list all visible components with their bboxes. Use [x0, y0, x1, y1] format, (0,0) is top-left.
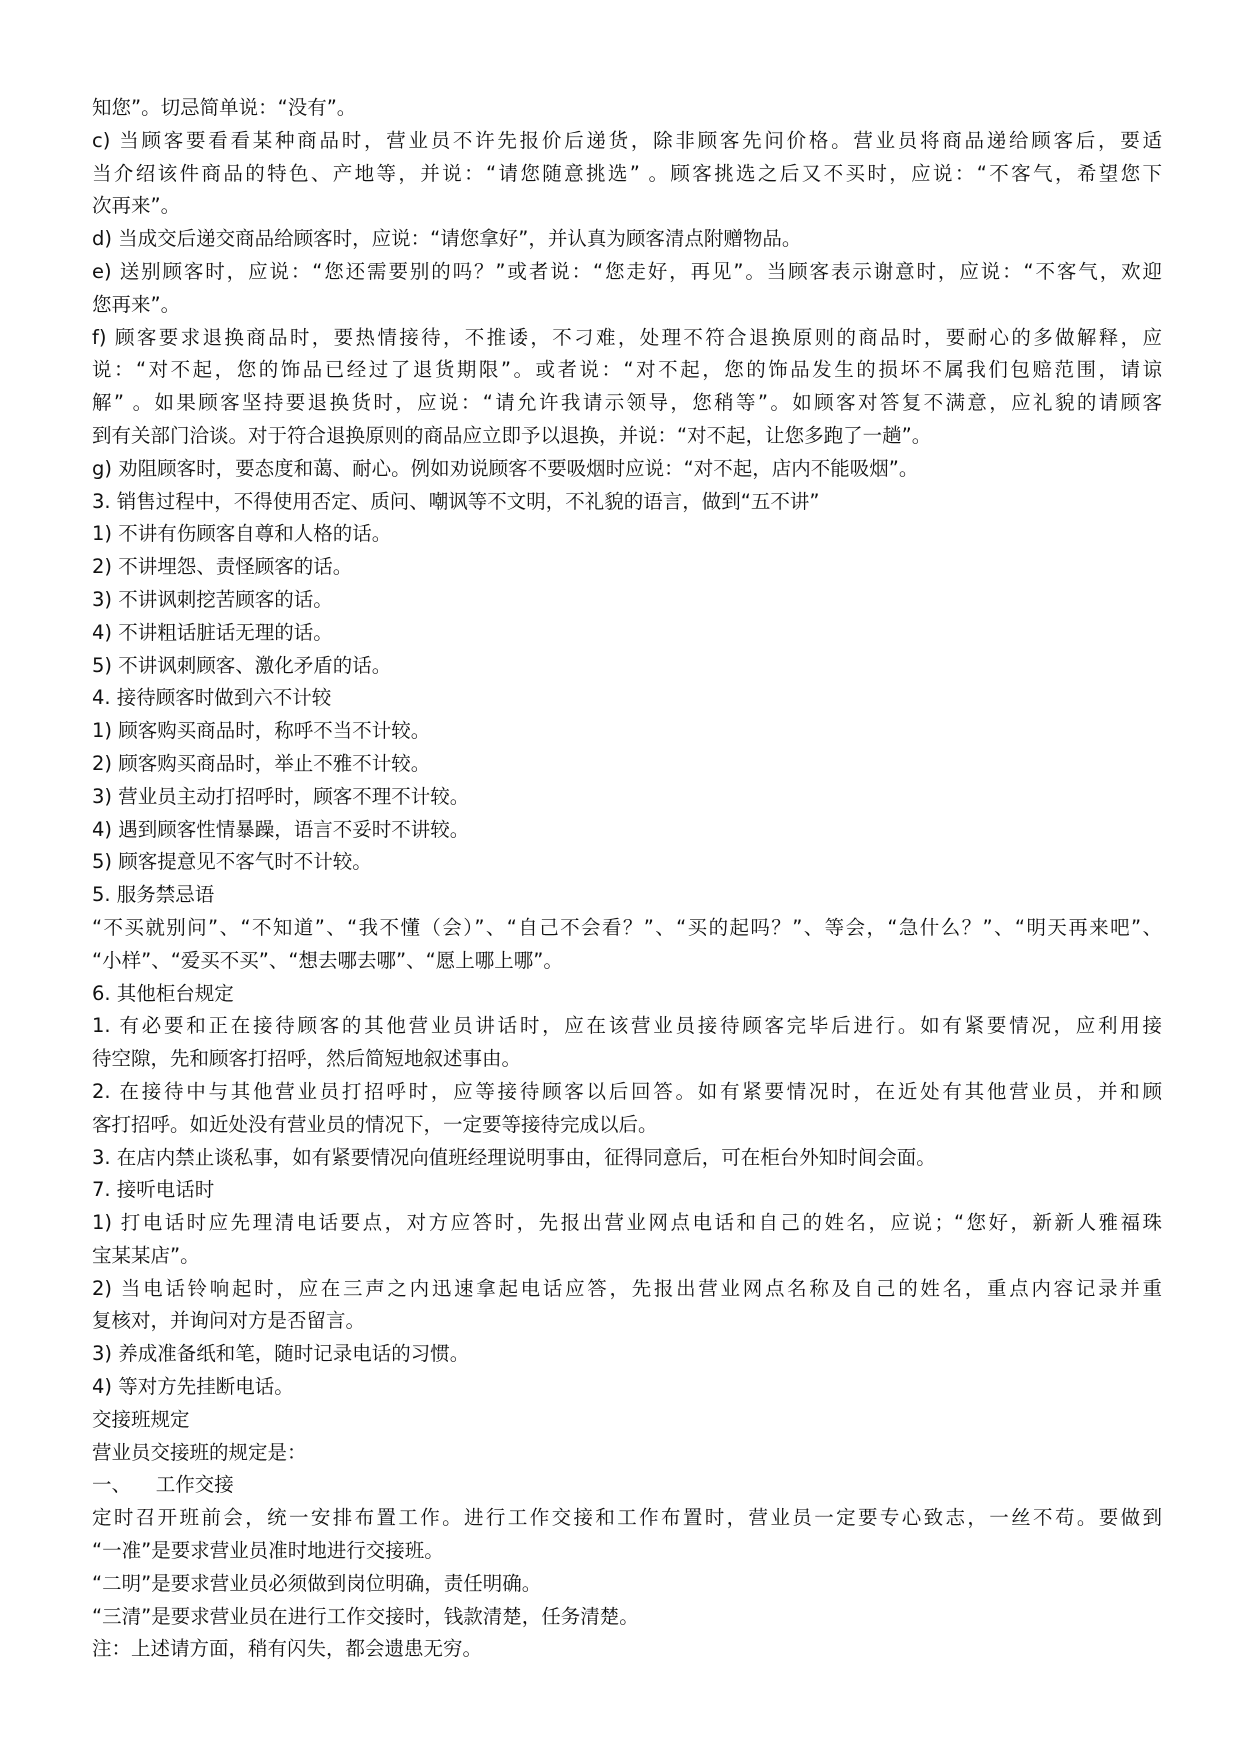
text-line: 7. 接听电话时 [92, 1178, 215, 1202]
document-page [92, 92, 1162, 1666]
text-line: 4. 接待顾客时做到六不计较 [92, 686, 332, 710]
text-line: 复核对，并询问对方是否留言。 [92, 1309, 366, 1333]
text-line: 3. 在店内禁止谈私事，如有紧要情况向值班经理说明事由，征得同意后，可在柜台外知时间会面。 [92, 1145, 936, 1169]
text-line: 一、 工作交接 [92, 1473, 234, 1497]
text-line: g) 劝阻顾客时，要态度和蔼、耐心。例如劝说顾客不要吸烟时应说：“对不起，店内不能吸烟”。 [92, 456, 919, 480]
text-line: “三清”是要求营业员在进行工作交接时，钱款清楚，任务清楚。 [92, 1604, 639, 1628]
text-line: “一准”是要求营业员准时地进行交接班。 [92, 1539, 444, 1563]
text-line: 当介绍该件商品的特色、产地等，并说：“请您随意挑选” 。顾客挑选之后又不买时，应说：“不客气，希望您下 [92, 161, 1162, 185]
text-line: 5) 不讲讽刺顾客、激化矛盾的话。 [92, 653, 392, 677]
text-line: d) 当成交后递交商品给顾客时，应说：“请您拿好”，并认真为顾客清点附赠物品。 [92, 227, 802, 251]
text-line: 到有关部门洽谈。对于符合退换原则的商品应立即予以退换，并说：“对不起，让您多跑了一趟”。 [92, 423, 932, 447]
text-line: 3. 销售过程中，不得使用否定、质问、嘲讽等不文明，不礼貌的语言，做到“五不讲” [92, 489, 820, 513]
text-line: 3) 营业员主动打招呼时，顾客不理不计较。 [92, 784, 470, 808]
text-line: 4) 遇到顾客性情暴躁，语言不妥时不讲较。 [92, 817, 470, 841]
text-line: 交接班规定 [92, 1407, 190, 1431]
text-line: 2) 当电话铃响起时，应在三声之内迅速拿起电话应答，先报出营业网点名称及自己的姓名，重点内容记录并重 [92, 1276, 1162, 1300]
text-line: 2. 在接待中与其他营业员打招呼时，应等接待顾客以后回答。如有紧要情况时，在近处有其他营业员，并和顾 [92, 1079, 1162, 1103]
text-line: 注：上述请方面，稍有闪失，都会遗患无穷。 [92, 1637, 483, 1661]
text-line: “不买就别问”、“不知道”、“我不懂（会）”、“自己不会看？”、“买的起吗？”、等会，“急什么？”、“明天再来吧”、 [92, 915, 1162, 939]
text-line: e) 送别顾客时，应说：“您还需要别的吗？”或者说：“您走好，再见”。当顾客表示谢意时，应说：“不客气，欢迎 [92, 259, 1162, 283]
text-line: 2) 不讲埋怨、责怪顾客的话。 [92, 555, 353, 579]
text-line: 次再来”。 [92, 194, 181, 218]
text-line: 1) 顾客购买商品时，称呼不当不计较。 [92, 719, 431, 743]
text-line: 5) 顾客提意见不客气时不计较。 [92, 850, 372, 874]
text-line: 客打招呼。如近处没有营业员的情况下，一定要等接待完成以后。 [92, 1112, 658, 1136]
text-line: 3) 养成准备纸和笔，随时记录电话的习惯。 [92, 1342, 470, 1366]
text-line: 知您”。切忌简单说：“没有”。 [92, 96, 357, 119]
text-line: 4) 不讲粗话脏话无理的话。 [92, 620, 333, 644]
text-line: 6. 其他柜台规定 [92, 981, 234, 1005]
text-line: 营业员交接班的规定是： [92, 1440, 307, 1464]
text-line: 3) 不讲讽刺挖苦顾客的话。 [92, 587, 333, 611]
text-line: 1. 有必要和正在接待顾客的其他营业员讲话时，应在该营业员接待顾客完毕后进行。如有紧要情况，应利用接 [92, 1014, 1162, 1038]
text-line: 1) 打电话时应先理清电话要点，对方应答时，先报出营业网点电话和自己的姓名，应说；“您好，新新人雅福珠 [92, 1211, 1162, 1235]
text-line: 1) 不讲有伤顾客自尊和人格的话。 [92, 522, 392, 546]
text-line: 解” 。如果顾客坚持要退换货时，应说：“请允许我请示领导，您稍等”。如顾客对答复不满意，应礼貌的请顾客 [92, 391, 1162, 415]
text-line: f) 顾客要求退换商品时，要热情接待，不推诿，不刁难，处理不符合退换原则的商品时，要耐心的多做解释，应 [92, 325, 1162, 349]
text-line: 说：“对不起，您的饰品已经过了退货期限”。或者说：“对不起，您的饰品发生的损坏不属我们包赔范围，请谅 [92, 358, 1162, 382]
text-line: c) 当顾客要看看某种商品时，营业员不许先报价后递货，除非顾客先问价格。营业员将商品递给顾客后，要适 [92, 128, 1162, 152]
text-line: 待空隙，先和顾客打招呼，然后简短地叙述事由。 [92, 1047, 522, 1071]
text-line: 5. 服务禁忌语 [92, 883, 215, 907]
text-line: “小样”、“爱买不买”、“想去哪去哪”、“愿上哪上哪”。 [92, 948, 563, 972]
text-line: “二明”是要求营业员必须做到岗位明确，责任明确。 [92, 1571, 542, 1595]
text-line: 宝某某店”。 [92, 1243, 200, 1267]
text-line: 4) 等对方先挂断电话。 [92, 1375, 294, 1399]
text-line: 2) 顾客购买商品时，举止不雅不计较。 [92, 751, 431, 775]
text-line: 您再来”。 [92, 292, 181, 316]
text-line: 定时召开班前会，统一安排布置工作。进行工作交接和工作布置时，营业员一定要专心致志，一丝不苟。要做到 [92, 1506, 1162, 1530]
